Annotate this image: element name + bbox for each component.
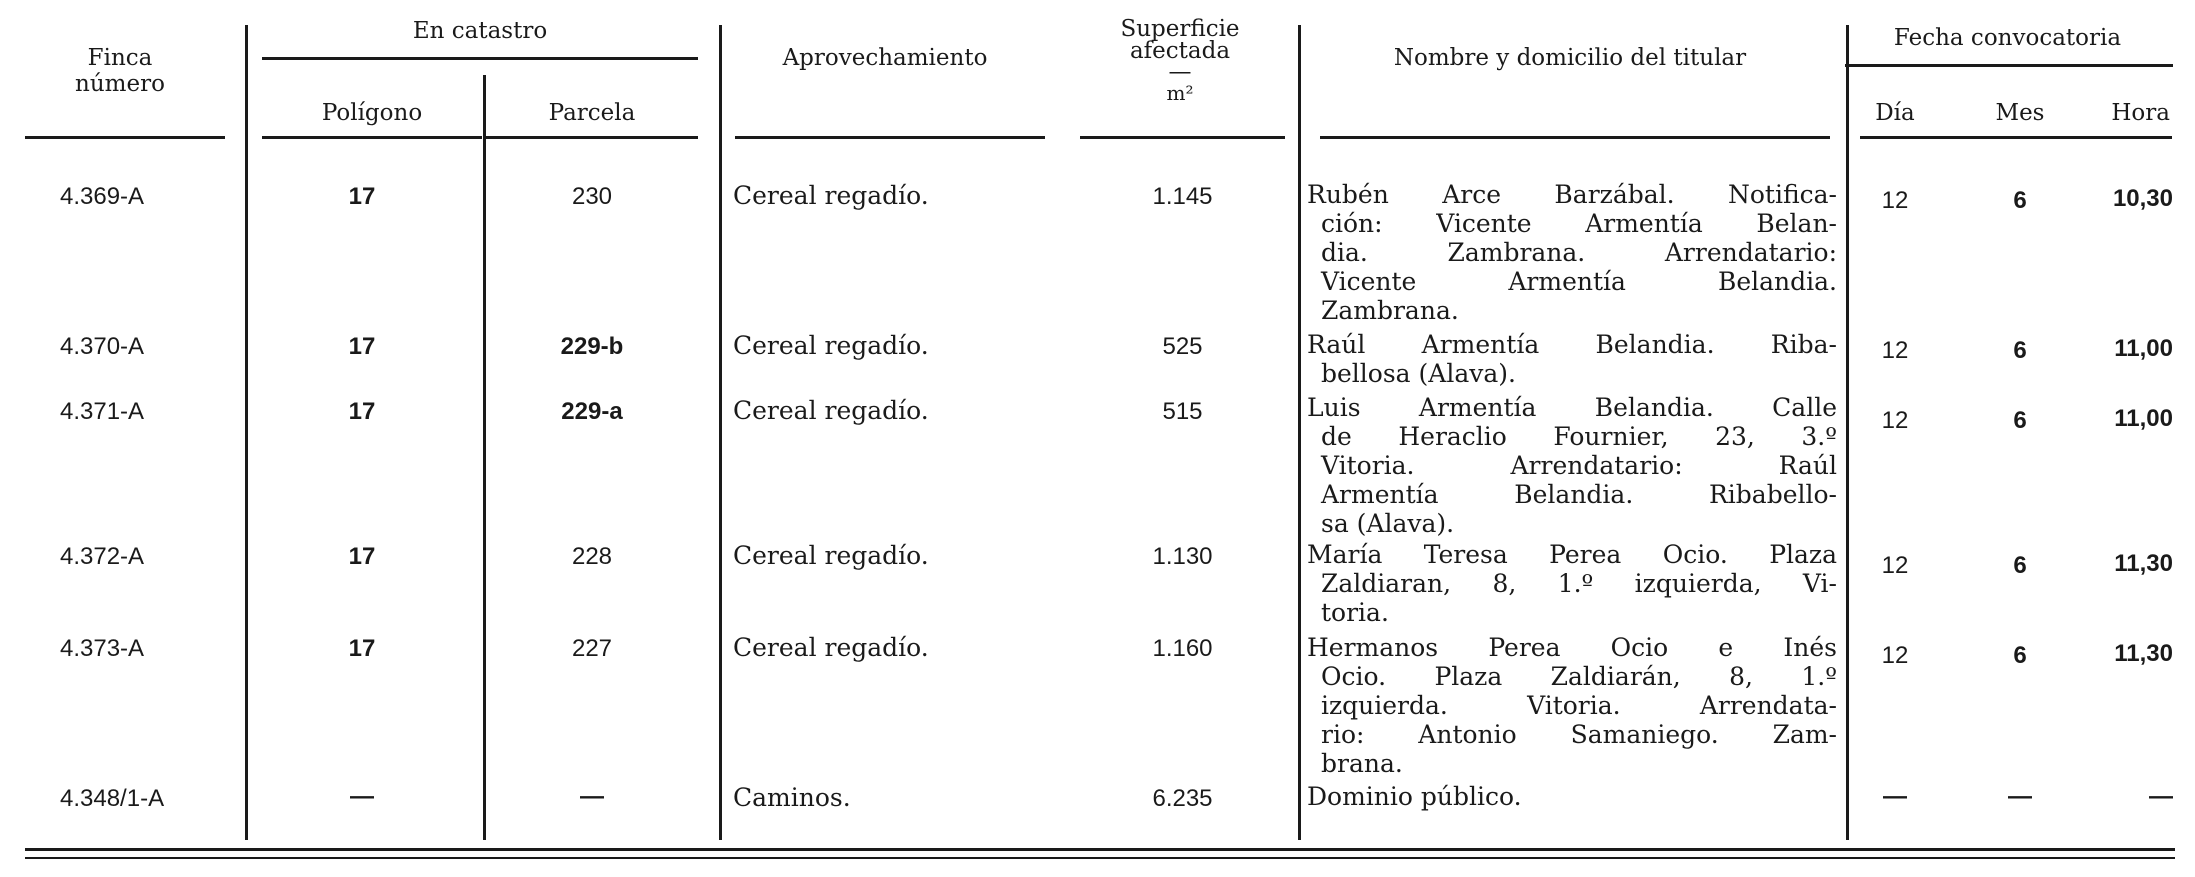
row6-finca: 4.348/1-A <box>60 785 165 812</box>
header-superficie-dash: — <box>1168 59 1192 85</box>
row5-dia: 12 <box>1881 642 1909 669</box>
row6-dia: — <box>1883 783 1907 810</box>
header-hora: Hora <box>2111 100 2170 126</box>
row6-poligono: — <box>350 783 374 810</box>
vline-3 <box>719 25 722 840</box>
header-superficie-line1: Superficie <box>1120 16 1240 42</box>
header-parcela: Parcela <box>548 100 636 126</box>
row3-mes: 6 <box>2013 407 2027 434</box>
header-superficie-line2: afectada <box>1129 38 1231 64</box>
row3-titular-line1: Luis Armentía Belandia. Calle <box>1307 393 1837 422</box>
row4-aprovechamiento: Cereal regadío. <box>733 541 929 570</box>
row2-titular-line2: bellosa (Alava). <box>1321 359 1516 388</box>
header-catastro: En catastro <box>412 18 548 44</box>
row2-titular <box>1307 330 1837 388</box>
row1-superficie: 1.145 <box>1152 183 1213 210</box>
row1-titular-line5: Zambrana. <box>1321 296 1459 325</box>
vline-1 <box>245 25 248 840</box>
row6-titular-line1: Dominio público. <box>1307 782 1522 811</box>
rule-fecha <box>1860 136 2172 139</box>
row3-hora: 11,00 <box>2114 405 2173 432</box>
row1-dia: 12 <box>1881 187 1909 214</box>
row4-titular-line1: María Teresa Perea Ocio. Plaza <box>1307 540 1837 569</box>
row1-finca: 4.369-A <box>60 183 145 210</box>
row6-mes: — <box>2008 783 2032 810</box>
row6-hora: — <box>2149 783 2173 810</box>
row5-titular-line5: brana. <box>1321 749 1403 778</box>
row2-finca: 4.370-A <box>60 333 145 360</box>
row6-parcela: — <box>580 783 604 810</box>
row3-superficie: 515 <box>1162 398 1203 425</box>
row1-parcela: 230 <box>571 183 613 210</box>
row3-dia: 12 <box>1881 407 1909 434</box>
row5-finca: 4.373-A <box>60 635 145 662</box>
rule-poligono <box>262 136 482 139</box>
row5-superficie: 1.160 <box>1152 635 1213 662</box>
row1-mes: 6 <box>2013 187 2027 214</box>
row5-titular-line3: izquierda. Vitoria. Arrendata- <box>1321 691 1837 720</box>
header-finca-line1: Finca <box>87 45 153 71</box>
row6-aprovechamiento: Caminos. <box>733 783 851 812</box>
row1-titular-line3: dia. Zambrana. Arrendatario: <box>1321 238 1837 267</box>
row2-mes: 6 <box>2013 337 2027 364</box>
header-finca <box>30 45 210 97</box>
header-dia: Día <box>1875 100 1915 126</box>
row4-hora: 11,30 <box>2114 550 2173 577</box>
bottom-rule-2 <box>25 857 2175 859</box>
row4-titular-line2: Zaldiaran, 8, 1.º izquierda, Vi- <box>1321 569 1837 598</box>
row5-hora: 11,30 <box>2114 640 2173 667</box>
row1-poligono: 17 <box>348 183 376 210</box>
row4-finca: 4.372-A <box>60 543 145 570</box>
row5-parcela: 227 <box>571 635 613 662</box>
row3-poligono: 17 <box>348 398 376 425</box>
row3-titular <box>1307 393 1837 538</box>
row4-poligono: 17 <box>348 543 376 570</box>
row3-titular-line3: Vitoria. Arrendatario: Raúl <box>1321 451 1837 480</box>
header-finca-line2: número <box>75 71 165 97</box>
vline-4 <box>1298 25 1301 840</box>
row3-titular-line4: Armentía Belandia. Ribabello- <box>1321 480 1837 509</box>
row5-poligono: 17 <box>348 635 376 662</box>
row4-mes: 6 <box>2013 552 2027 579</box>
row4-superficie: 1.130 <box>1152 543 1213 570</box>
row1-titular-line4: Vicente Armentía Belandia. <box>1321 267 1837 296</box>
header-aprovechamiento: Aprovechamiento <box>782 45 988 71</box>
row3-aprovechamiento: Cereal regadío. <box>733 396 929 425</box>
row2-dia: 12 <box>1881 337 1909 364</box>
row3-titular-line5: sa (Alava). <box>1321 509 1455 538</box>
row3-titular-line2: de Heraclio Fournier, 23, 3.º <box>1321 422 1837 451</box>
row1-titular <box>1307 180 1837 325</box>
row4-titular-line3: toria. <box>1321 598 1389 627</box>
rule-superficie <box>1080 136 1285 139</box>
row2-poligono: 17 <box>348 333 376 360</box>
header-mes: Mes <box>1995 100 2045 126</box>
row3-parcela: 229-a <box>561 398 623 425</box>
fecha-underline <box>1845 64 2173 67</box>
header-titular: Nombre y domicilio del titular <box>1393 45 1747 71</box>
row5-mes: 6 <box>2013 642 2027 669</box>
row5-aprovechamiento: Cereal regadío. <box>733 633 929 662</box>
row2-titular-line1: Raúl Armentía Belandia. Riba- <box>1307 330 1837 359</box>
rule-finca <box>25 136 225 139</box>
header-poligono: Polígono <box>321 100 423 126</box>
row5-titular <box>1307 633 1837 778</box>
header-superficie-unit: m² <box>1166 81 1194 105</box>
row5-titular-line2: Ocio. Plaza Zaldiarán, 8, 1.º <box>1321 662 1837 691</box>
bottom-rule-1 <box>25 848 2175 851</box>
header-superficie <box>1075 18 1285 104</box>
row5-titular-line1: Hermanos Perea Ocio e Inés <box>1307 633 1837 662</box>
row4-titular <box>1307 540 1837 627</box>
catastro-underline <box>262 57 698 60</box>
rule-aprovechamiento <box>735 136 1045 139</box>
row2-aprovechamiento: Cereal regadío. <box>733 331 929 360</box>
row1-aprovechamiento: Cereal regadío. <box>733 181 929 210</box>
header-fecha: Fecha convocatoria <box>1893 25 2122 51</box>
row1-hora: 10,30 <box>2112 185 2173 212</box>
row2-hora: 11,00 <box>2114 335 2173 362</box>
row6-titular <box>1307 782 1837 811</box>
rule-titular <box>1320 136 1830 139</box>
row4-parcela: 228 <box>571 543 613 570</box>
row6-superficie: 6.235 <box>1152 785 1213 812</box>
vline-5 <box>1846 25 1849 840</box>
row1-titular-line1: Rubén Arce Barzábal. Notifica- <box>1307 180 1837 209</box>
row3-finca: 4.371-A <box>60 398 145 425</box>
rule-parcela <box>486 136 698 139</box>
row2-parcela: 229-b <box>560 333 624 360</box>
row2-superficie: 525 <box>1162 333 1203 360</box>
row4-dia: 12 <box>1881 552 1909 579</box>
row1-titular-line2: ción: Vicente Armentía Belan- <box>1321 209 1837 238</box>
row5-titular-line4: rio: Antonio Samaniego. Zam- <box>1321 720 1837 749</box>
